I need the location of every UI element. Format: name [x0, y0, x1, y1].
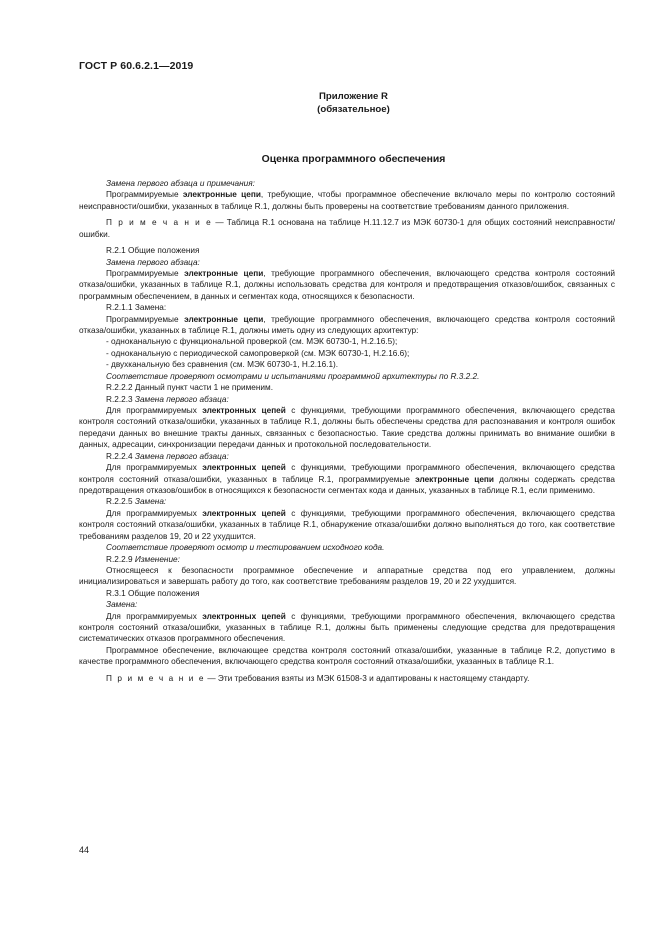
list-item: - одноканальную с периодической самопроверкой (см. МЭК 60730-1, H.2.16.6);: [106, 348, 410, 358]
clause-subheading: Замена:: [106, 600, 138, 610]
paragraph: Относящееся к безопасности программное обеспечение и аппаратные средства под его управлением, должны инициализироваться и завершать работу до того, как соответствие требованиям разделов 19, 20 и 22 ухудшится.: [79, 565, 615, 587]
text-run: с функциями, требующими программного обеспечения, включающего средства контроля состояний отказа/ошибки, указанных в таблице R.1, должны быть применены следующие средства для предотвращения систематических отказов программного обеспечения.: [79, 611, 616, 644]
text-run: Для программируемых: [106, 463, 203, 473]
term-bold: электронные цепи: [184, 268, 264, 278]
text-run: Программируемые: [106, 314, 185, 324]
paragraph: Замена первого абзаца и примечания:: [106, 179, 255, 188]
text-run: Для программируемых: [106, 508, 203, 518]
paragraph: [79, 405, 615, 451]
term-bold: электронных цепей: [202, 463, 286, 473]
clause-heading: R.3.1 Общие положения: [106, 588, 200, 598]
text-run: Программируемые: [106, 190, 183, 200]
clause-heading: [79, 394, 615, 405]
conformity-statement: Соответствие проверяют осмотр и тестированием исходного кода.: [106, 543, 385, 553]
text-run: , требующие, чтобы программное обеспечение включало меры по контролю состояний неисправности/ошибки, указанных в таблице R.1, должны быть проверены на соответствие требованиям данного приложения.: [79, 190, 615, 211]
clause-heading: R.2.1 Общие положения: [106, 246, 200, 256]
paragraph: [79, 189, 615, 212]
list-item: - двухканальную без сравнения (см. МЭК 60730-1, H.2.16.1).: [106, 360, 339, 370]
section-title: Оценка программного обеспечения: [261, 154, 446, 165]
text-run: , требующие программного обеспечения, включающего средства контроля состояний отказа/ошибки, указанных в таблице R.1, должны иметь одну из следующих архитектур:: [79, 314, 615, 336]
clause-heading: R.2.1.1 Замена:: [106, 303, 167, 313]
annex-label: Приложение R: [319, 91, 388, 102]
text-run: Для программируемых: [106, 406, 203, 416]
note: [79, 673, 615, 684]
clause-heading: [79, 554, 615, 565]
clause-subheading: Замена первого абзаца:: [134, 394, 229, 404]
clause-number: R.2.2.4: [106, 451, 135, 461]
conformity-statement: Соответствие проверяют осмотрами и испытаниями программной архитектуры по R.3.2.2.: [106, 371, 480, 381]
text-run: Для программируемых: [106, 611, 203, 621]
note-label: П р и м е ч а н и е: [106, 673, 206, 683]
clause-subheading: Замена первого абзаца:: [134, 451, 229, 461]
text-run: с функциями, требующими программного обеспечения, включающего средства контроля состояний отказа/ошибки, указанных в таблице R.1, обнаружение отказа/ошибки должно выполняться до того, как соответствие требованиям разделов 19, 20 и 22 ухудшится.: [79, 508, 616, 541]
term-bold: электронные цепи: [182, 190, 261, 200]
text-run: с функциями, требующими программного обеспечения, включающего средства контроля состояний отказа/ошибки, указанных в таблице R.1, программируемые: [79, 463, 616, 484]
paragraph: [79, 462, 615, 496]
note-text: — Эти требования взяты из МЭК 61508-3 и адаптированы к настоящему стандарту.: [205, 673, 530, 683]
term-bold: электронных цепей: [202, 406, 286, 416]
document-body: [79, 178, 615, 684]
list-item: - одноканальную с функциональной проверкой (см. МЭК 60730-1, H.2.16.5);: [106, 337, 398, 347]
term-bold: электронных цепей: [202, 611, 286, 621]
clause-subheading: Замена:: [134, 497, 167, 507]
text-run: должны содержать средства предотвращения отказов/ошибок в относящихся к безопасности сегментах кода и данных, указанных в таблице R.1, если применимо.: [79, 474, 615, 495]
clause-number: R.2.2.3: [106, 394, 135, 404]
note-label: П р и м е ч а н и е: [106, 218, 213, 228]
clause-number: R.2.2.9: [106, 554, 135, 564]
text-run: Программируемые: [106, 268, 185, 278]
clause-subheading: Замена первого абзаца:: [106, 257, 200, 267]
paragraph: [79, 611, 615, 645]
clause-subheading: Изменение:: [134, 554, 180, 564]
term-bold: электронных цепей: [202, 508, 286, 518]
note: [79, 217, 615, 240]
paragraph: [79, 508, 615, 542]
paragraph: [79, 314, 615, 337]
standard-code: ГОСТ Р 60.6.2.1—2019: [79, 60, 194, 72]
clause-number: R.2.2.5: [106, 497, 135, 507]
term-bold: электронные цепи: [415, 474, 494, 484]
text-run: , требующие программного обеспечения, включающего средства контроля состояний отказа/ошибки, указанных в таблице R.1, должны использовать средства для контроля и предотвращения отказов/ошибок, связанных с программным обеспечением, в данных и сегментах кода, относящихся к безопасности.: [79, 268, 615, 301]
page-number: 44: [79, 845, 90, 855]
paragraph: [79, 268, 615, 302]
term-bold: электронные цепи: [184, 314, 264, 324]
annex-status: (обязательное): [317, 104, 390, 115]
text-run: с функциями, требующими программного обеспечения, включающего средства контроля состояний отказа/ошибки, указанных в таблице R.1, должны быть обеспечены средства для распознавания и контроля ошибок передачи данных во внешние тракты данных, связанных с безопасностью. Такие средства должны принимать во внимание ошибки в данных, адресации, синхронизации передачи данных и протокольной последовательности.: [79, 406, 616, 450]
clause-heading: [79, 451, 615, 462]
paragraph: Программное обеспечение, включающее средства контроля состояний отказа/ошибки, указанные в таблице R.2, допустимо в качестве программного обеспечения, включающего средства контроля состояний отказа/ошибки, указанных в таблице R.1.: [79, 645, 615, 667]
clause-heading: R.2.2.2 Данный пункт части 1 не применим.: [106, 383, 273, 393]
clause-heading: [79, 496, 615, 507]
note-text: — Таблица R.1 основана на таблице H.11.12.7 из МЭК 60730-1 для общих состояний неисправности/ошибки.: [79, 218, 615, 239]
